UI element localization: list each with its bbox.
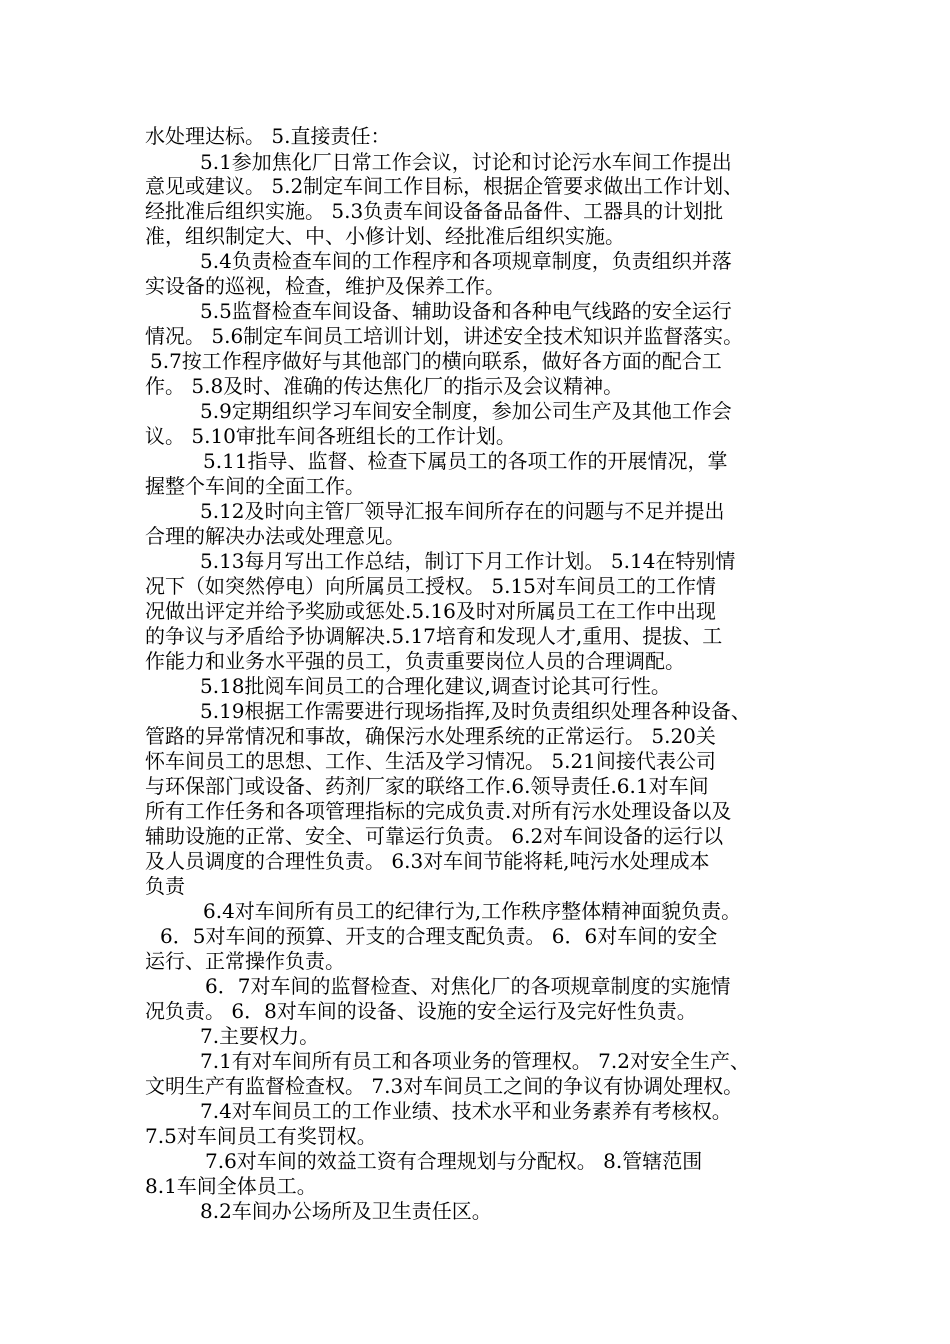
text-line: 意见或建议。 5.2制定车间工作目标，根据企管要求做出工作计划、	[145, 174, 744, 198]
text-line: 7.1有对车间所有员工和各项业务的管理权。 7.2对安全生产、	[200, 1049, 750, 1073]
text-line: 6．7对车间的监督检查、对焦化厂的各项规章制度的实施情	[205, 974, 731, 998]
text-line: 8.2车间办公场所及卫生责任区。	[200, 1199, 492, 1223]
text-line: 5.5监督检查车间设备、辅助设备和各种电气线路的安全运行	[200, 299, 732, 323]
text-line: 合理的解决办法或处理意见。	[145, 524, 405, 548]
text-line: 准，组织制定大、中、小修计划、经批准后组织实施。	[145, 224, 625, 248]
text-line: 所有工作任务和各项管理指标的完成负责.对所有污水处理设备以及	[145, 799, 732, 823]
text-line: 及人员调度的合理性负责。 6.3对车间节能将耗,吨污水处理成本	[145, 849, 710, 873]
text-line: 7.5对车间员工有奖罚权。	[145, 1124, 377, 1148]
text-line: 6．5对车间的预算、开支的合理支配负责。 6．6对车间的安全	[160, 924, 718, 948]
text-line: 实设备的巡视，检查，维护及保养工作。	[145, 274, 505, 298]
text-line: 握整个车间的全面工作。	[145, 474, 365, 498]
text-line: 5.12及时向主管厂领导汇报车间所存在的问题与不足并提出	[200, 499, 725, 523]
text-line: 6.4对车间所有员工的纪律行为,工作秩序整体精神面貌负责。	[203, 899, 742, 923]
text-line: 作。 5.8及时、准确的传达焦化厂的指示及会议精神。	[145, 374, 624, 398]
text-line: 况下（如突然停电）向所属员工授权。 5.15对车间员工的工作情	[145, 574, 716, 598]
text-line: 的争议与矛盾给予协调解决.5.17培育和发现人才,重用、提拔、工	[145, 624, 723, 648]
text-line: 7.4对车间员工的工作业绩、技术水平和业务素养有考核权。	[200, 1099, 732, 1123]
text-line: 5.19根据工作需要进行现场指挥,及时负责组织处理各种设备、	[200, 699, 751, 723]
text-line: 文明生产有监督检查权。 7.3对车间员工之间的争议有协调处理权。	[145, 1074, 744, 1098]
text-line: 5.1参加焦化厂日常工作会议，讨论和讨论污水车间工作提出	[200, 150, 732, 174]
text-line: 与环保部门或设备、药剂厂家的联络工作.6.领导责任.6.1对车间	[145, 774, 709, 798]
text-line: 5.9定期组织学习车间安全制度，参加公司生产及其他工作会	[200, 399, 732, 423]
text-line: 作能力和业务水平强的员工，负责重要岗位人员的合理调配。	[145, 649, 685, 673]
text-line: 7.6对车间的效益工资有合理规划与分配权。 8.管辖范围	[205, 1149, 703, 1173]
text-line: 况负责。 6．8对车间的设备、设施的安全运行及完好性负责。	[145, 999, 697, 1023]
text-line: 负责	[145, 874, 185, 898]
text-line: 5.11指导、监督、检查下属员工的各项工作的开展情况，掌	[203, 449, 728, 473]
text-line: 管路的异常情况和事故，确保污水处理系统的正常运行。 5.20关	[145, 724, 716, 748]
text-line: 5.18批阅车间员工的合理化建议,调查讨论其可行性。	[200, 674, 671, 698]
text-line: 水处理达标。 5.直接责任：	[145, 124, 391, 148]
text-line: 7.主要权力。	[200, 1024, 320, 1048]
text-line: 5.4负责检查车间的工作程序和各项规章制度，负责组织并落	[200, 249, 732, 273]
text-line: 5.7按工作程序做好与其他部门的横向联系，做好各方面的配合工	[150, 349, 722, 373]
text-line: 怀车间员工的思想、工作、生活及学习情况。 5.21间接代表公司	[145, 749, 716, 773]
text-line: 况做出评定并给予奖励或惩处.5.16及时对所属员工在工作中出现	[145, 599, 716, 623]
text-line: 议。 5.10审批车间各班组长的工作计划。	[145, 424, 516, 448]
text-line: 8.1车间全体员工。	[145, 1174, 317, 1198]
text-line: 运行、正常操作负责。	[145, 949, 345, 973]
text-line: 经批准后组织实施。 5.3负责车间设备备品备件、工器具的计划批	[145, 199, 724, 223]
text-line: 5.13每月写出工作总结，制订下月工作计划。 5.14在特别情	[200, 549, 736, 573]
text-line: 辅助设施的正常、安全、可靠运行负责。 6.2对车间设备的运行以	[145, 824, 724, 848]
text-line: 情况。 5.6制定车间员工培训计划，讲述安全技术知识并监督落实。	[145, 324, 744, 348]
